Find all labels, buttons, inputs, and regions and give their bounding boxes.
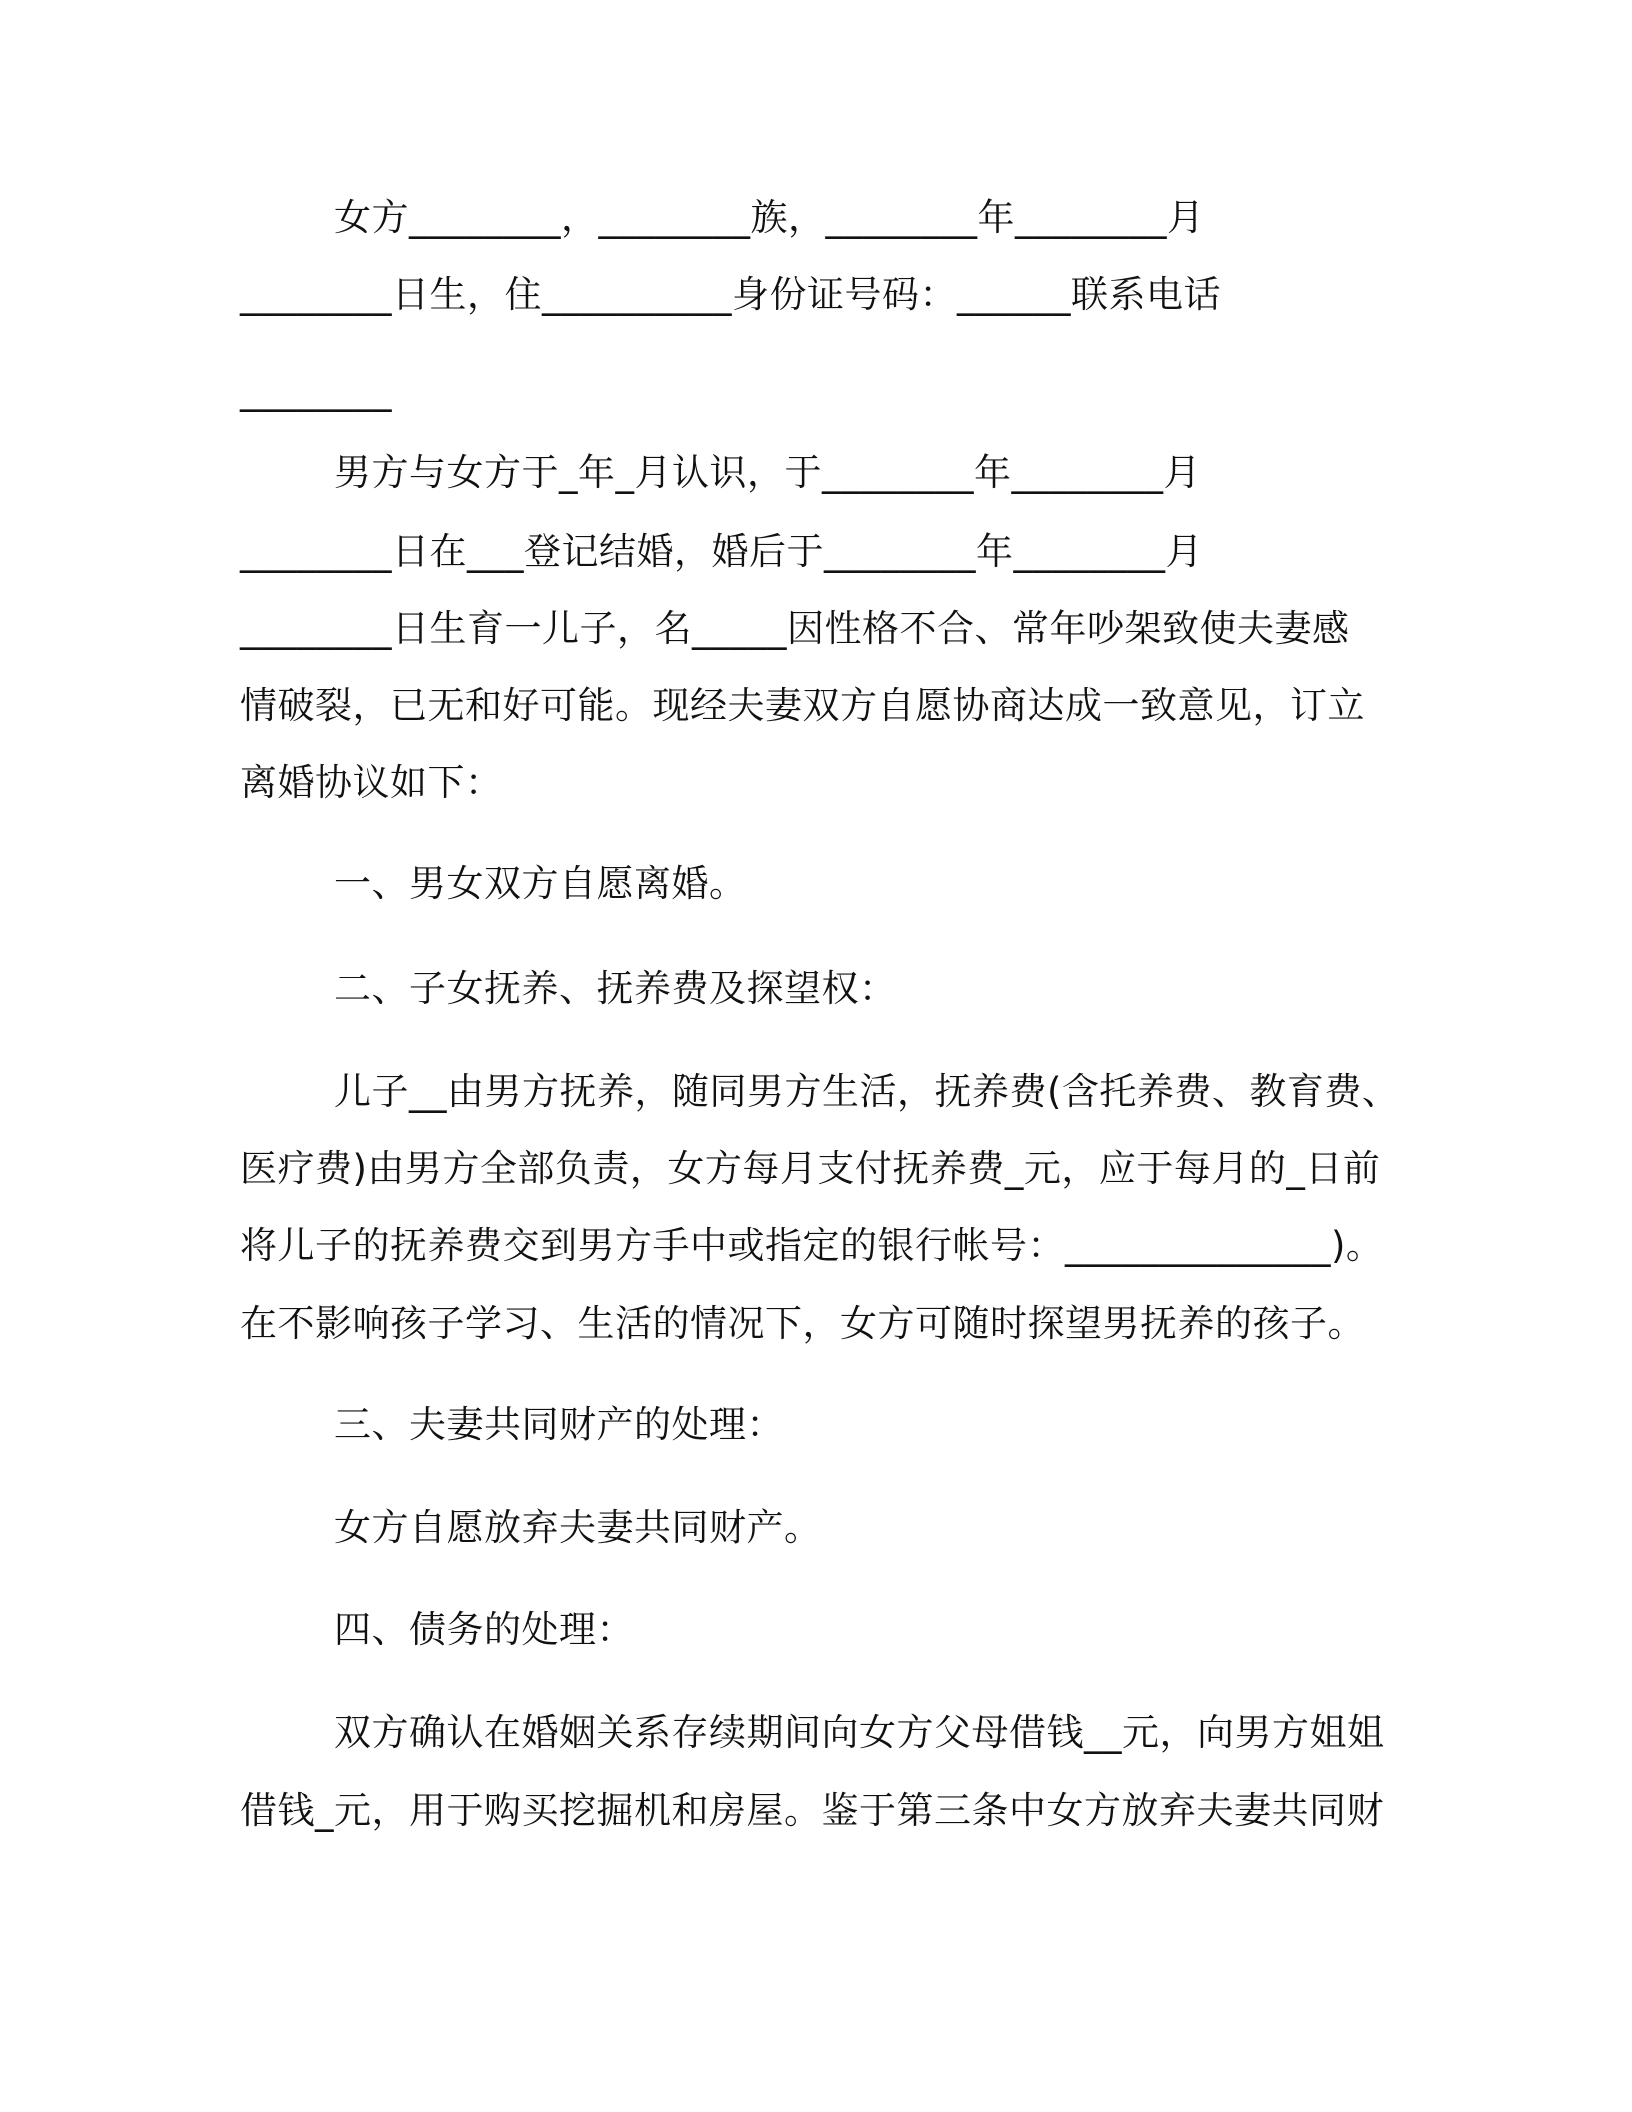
text-line: ________日生育一儿子，名_____因性格不合、常年吵架致使夫妻感 bbox=[240, 607, 1350, 650]
text-line: 情破裂，已无和好可能。现经夫妻双方自愿协商达成一致意见，订立 bbox=[240, 684, 1365, 727]
text-line: ________日在___登记结婚，婚后于________年________月 bbox=[240, 530, 1203, 573]
text-line: 女方________，________族，________年________月 bbox=[334, 196, 1205, 239]
section-heading: 一、男女双方自愿离婚。 bbox=[334, 862, 747, 905]
text-line: 医疗费)由男方全部负责，女方每月支付抚养费_元，应于每月的_日前 bbox=[240, 1147, 1381, 1190]
section-heading: 四、债务的处理： bbox=[334, 1608, 634, 1651]
text-line: 将儿子的抚养费交到男方手中或指定的银行帐号：______________)。 bbox=[240, 1224, 1384, 1267]
section-heading: 二、子女抚养、抚养费及探望权： bbox=[334, 967, 897, 1010]
text-line: 双方确认在婚姻关系存续期间向女方父母借钱__元，向男方姐姐 bbox=[334, 1711, 1385, 1754]
text-line: 儿子__由男方抚养，随同男方生活，抚养费(含托养费、教育费、 bbox=[334, 1070, 1400, 1113]
text-line: ________日生，住__________身份证号码：______联系电话 bbox=[240, 273, 1221, 316]
text-line: ________ bbox=[240, 369, 392, 412]
text-line: 女方自愿放弃夫妻共同财产。 bbox=[334, 1506, 822, 1549]
section-heading: 三、夫妻共同财产的处理： bbox=[334, 1403, 784, 1446]
text-line: 离婚协议如下： bbox=[240, 761, 503, 804]
text-line: 借钱_元，用于购买挖掘机和房屋。鉴于第三条中女方放弃夫妻共同财 bbox=[240, 1789, 1384, 1832]
text-line: 男方与女方于_年_月认识，于________年________月 bbox=[334, 451, 1201, 494]
text-line: 在不影响孩子学习、生活的情况下，女方可随时探望男抚养的孩子。 bbox=[240, 1302, 1365, 1345]
